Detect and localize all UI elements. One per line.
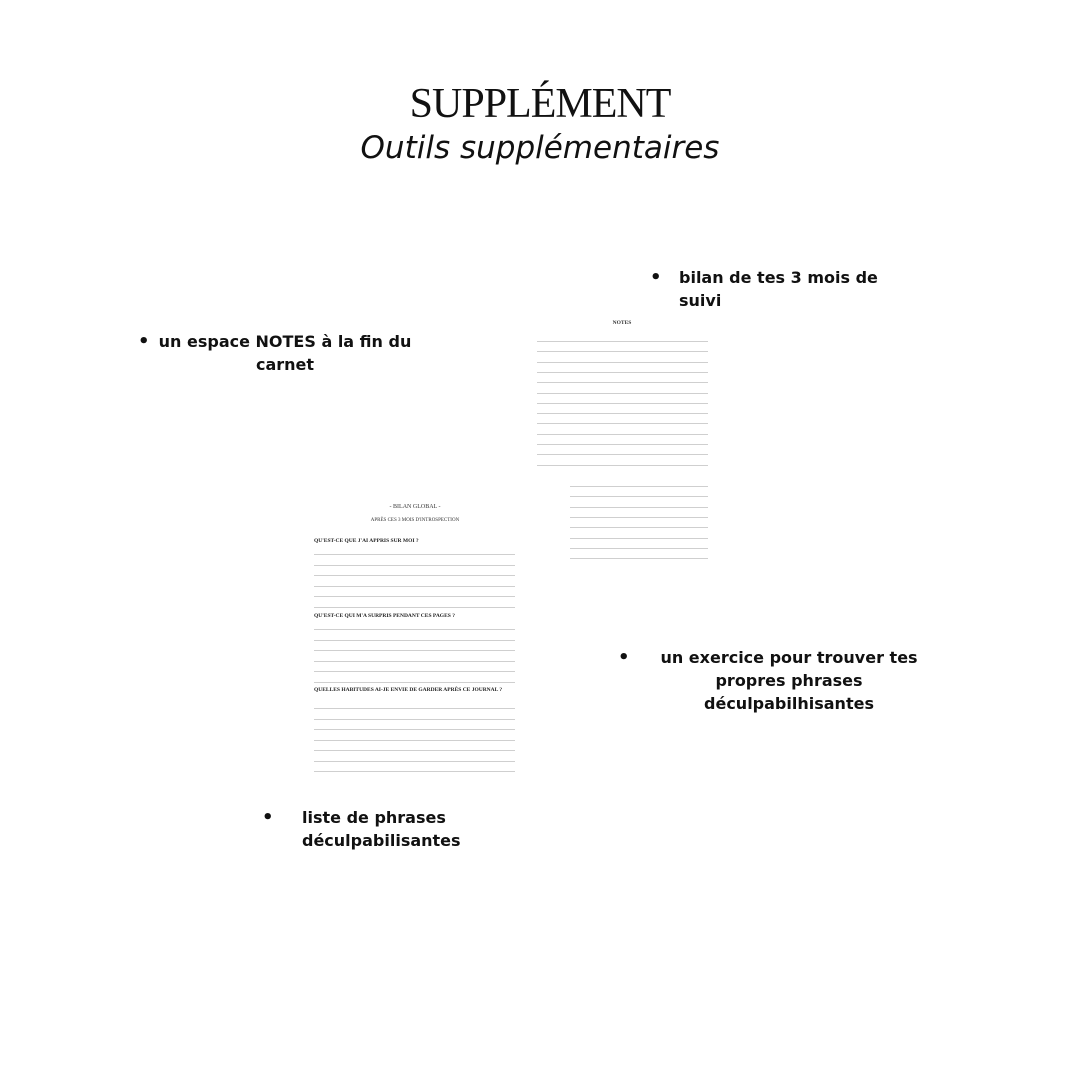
ruled-line	[314, 740, 515, 741]
bullet-dot-icon: •	[618, 647, 630, 668]
ruled-line	[314, 565, 515, 566]
bilan-page-subheading: APRÈS CES 3 MOIS D'INTROSPECTION	[370, 518, 460, 523]
page-title: SUPPLÉMENT	[409, 81, 671, 127]
notes-page-heading: NOTES	[612, 320, 632, 326]
bullet-liste	[262, 806, 602, 852]
bullet-dot-icon: •	[650, 267, 662, 288]
bullet-bilan-text: bilan de tes 3 mois de suivi	[679, 268, 878, 310]
ruled-line	[537, 465, 708, 466]
ruled-line	[314, 708, 515, 709]
ruled-line	[570, 496, 708, 497]
ruled-line	[314, 575, 515, 576]
ruled-line	[314, 596, 515, 597]
ruled-line	[314, 554, 515, 555]
ruled-line	[570, 558, 708, 559]
notes-page-preview	[532, 310, 712, 566]
ruled-line	[537, 382, 708, 383]
page-subtitle: Outils supplémentaires	[360, 130, 720, 166]
ruled-line	[314, 729, 515, 730]
bullet-exercice-line2: propres phrases déculpabilhisantes	[704, 671, 874, 713]
ruled-line	[537, 413, 708, 414]
ruled-line	[537, 362, 708, 363]
bullet-exercice	[618, 646, 948, 715]
ruled-line	[537, 434, 708, 435]
ruled-line	[570, 507, 708, 508]
bullet-dot-icon: •	[262, 807, 274, 828]
ruled-line	[537, 393, 708, 394]
ruled-line	[314, 771, 515, 772]
ruled-line	[314, 607, 515, 608]
ruled-line	[570, 548, 708, 549]
ruled-line	[314, 750, 515, 751]
ruled-line	[314, 629, 515, 630]
ruled-line	[314, 719, 515, 720]
bullet-notes-line2: carnet	[255, 355, 315, 374]
bullet-notes-line1: un espace NOTES à la fin du	[158, 332, 412, 351]
ruled-line	[570, 527, 708, 528]
bullet-notes	[138, 330, 418, 376]
bilan-page-preview	[305, 496, 525, 782]
ruled-line	[537, 444, 708, 445]
ruled-line	[314, 586, 515, 587]
ruled-line	[570, 517, 708, 518]
ruled-line	[537, 423, 708, 424]
ruled-line	[570, 486, 708, 487]
ruled-line	[314, 761, 515, 762]
ruled-line	[537, 351, 708, 352]
ruled-line	[314, 661, 515, 662]
ruled-line	[314, 650, 515, 651]
ruled-line	[570, 538, 708, 539]
ruled-line	[537, 372, 708, 373]
bilan-question-3: QUELLES HABITUDES AI-JE ENVIE DE GARDER APRÈS CE JOURNAL ?	[314, 687, 503, 693]
bilan-question-2: QU'EST-CE QUI M'A SURPRIS PENDANT CES PAGES ?	[314, 613, 455, 619]
ruled-line	[314, 682, 515, 683]
bullet-exercice-line1: un exercice pour trouver tes	[660, 648, 918, 667]
ruled-line	[314, 671, 515, 672]
bilan-page-heading: - BILAN GLOBAL -	[389, 504, 441, 510]
ruled-line	[314, 640, 515, 641]
bilan-question-1: QU'EST-CE QUE J'AI APPRIS SUR MOI ?	[314, 538, 419, 544]
ruled-line	[537, 341, 708, 342]
bullet-liste-text: liste de phrases déculpabilisantes	[302, 808, 461, 850]
ruled-line	[537, 403, 708, 404]
ruled-line	[537, 454, 708, 455]
bullet-dot-icon: •	[138, 331, 150, 352]
bullet-bilan	[650, 266, 920, 312]
